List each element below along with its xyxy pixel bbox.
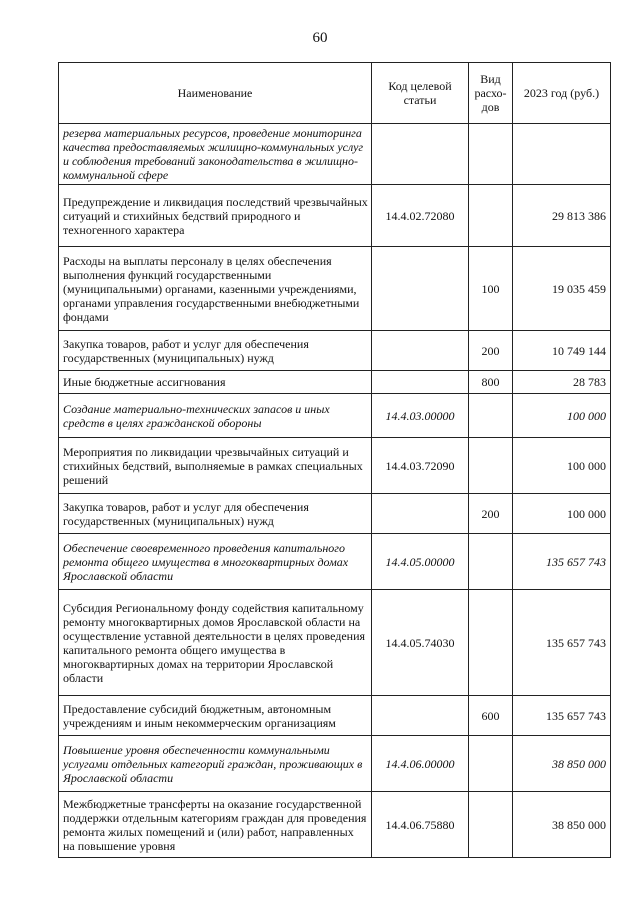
table-header-row bbox=[59, 63, 611, 124]
row-amount: 135 657 743 bbox=[513, 534, 611, 590]
row-code bbox=[372, 696, 469, 736]
row-type bbox=[469, 736, 513, 792]
row-type: 800 bbox=[469, 371, 513, 394]
row-code: 14.4.02.72080 bbox=[372, 185, 469, 247]
row-type bbox=[469, 124, 513, 185]
row-type bbox=[469, 185, 513, 247]
row-name: Мероприятия по ликвидации чрезвычайных ситуаций и стихийных бедствий, выполняемые в рамках специальных решений bbox=[59, 438, 372, 494]
table-row bbox=[59, 736, 611, 792]
row-code bbox=[372, 371, 469, 394]
row-amount: 28 783 bbox=[513, 371, 611, 394]
row-code: 14.4.05.00000 bbox=[372, 534, 469, 590]
row-type bbox=[469, 394, 513, 438]
header-year: 2023 год (руб.) bbox=[513, 63, 611, 124]
row-code: 14.4.06.00000 bbox=[372, 736, 469, 792]
table-row bbox=[59, 590, 611, 696]
row-code: 14.4.03.00000 bbox=[372, 394, 469, 438]
row-amount: 29 813 386 bbox=[513, 185, 611, 247]
row-name: Расходы на выплаты персоналу в целях обеспечения выполнения функций государственными (муниципальными) органами, казенными учреждениями, органами управления государственными внебюджетными фондами bbox=[59, 247, 372, 331]
row-name: Предупреждение и ликвидация последствий чрезвычайных ситуаций и стихийных бедствий природного и техногенного характера bbox=[59, 185, 372, 247]
budget-table bbox=[58, 62, 611, 858]
row-amount: 135 657 743 bbox=[513, 696, 611, 736]
table-row bbox=[59, 247, 611, 331]
page-number: 60 bbox=[312, 30, 328, 46]
table-row bbox=[59, 494, 611, 534]
table-row bbox=[59, 792, 611, 858]
table-row bbox=[59, 394, 611, 438]
header-type: Вид расхо-дов bbox=[469, 63, 513, 124]
row-name: Обеспечение своевременного проведения капитального ремонта общего имущества в многоквартирных домах Ярославской области bbox=[59, 534, 372, 590]
row-code: 14.4.03.72090 bbox=[372, 438, 469, 494]
row-name: Субсидия Региональному фонду содействия капитальному ремонту многоквартирных домов Ярославской области на осуществление уставной деятельности в целях проведения капитального ремонта общего имущества в многоквартирных домах на территории Ярославской области bbox=[59, 590, 372, 696]
row-code bbox=[372, 124, 469, 185]
row-name: Иные бюджетные ассигнования bbox=[59, 371, 372, 394]
row-type bbox=[469, 534, 513, 590]
table-row bbox=[59, 371, 611, 394]
table-body bbox=[59, 124, 611, 858]
row-amount: 10 749 144 bbox=[513, 331, 611, 371]
row-name: Предоставление субсидий бюджетным, автономным учреждениям и иным некоммерческим организациям bbox=[59, 696, 372, 736]
row-type: 200 bbox=[469, 494, 513, 534]
table-row bbox=[59, 185, 611, 247]
row-type bbox=[469, 438, 513, 494]
row-type: 200 bbox=[469, 331, 513, 371]
row-amount: 38 850 000 bbox=[513, 736, 611, 792]
row-name: Закупка товаров, работ и услуг для обеспечения государственных (муниципальных) нужд bbox=[59, 494, 372, 534]
row-amount: 19 035 459 bbox=[513, 247, 611, 331]
row-type: 100 bbox=[469, 247, 513, 331]
row-name: Повышение уровня обеспеченности коммунальными услугами отдельных категорий граждан, проживающих в Ярославской области bbox=[59, 736, 372, 792]
row-type: 600 bbox=[469, 696, 513, 736]
row-amount: 135 657 743 bbox=[513, 590, 611, 696]
table-row bbox=[59, 696, 611, 736]
row-code: 14.4.06.75880 bbox=[372, 792, 469, 858]
header-code: Код целевой статьи bbox=[372, 63, 469, 124]
row-type bbox=[469, 792, 513, 858]
table-row bbox=[59, 124, 611, 185]
row-code bbox=[372, 494, 469, 534]
row-amount bbox=[513, 124, 611, 185]
row-name: Закупка товаров, работ и услуг для обеспечения государственных (муниципальных) нужд bbox=[59, 331, 372, 371]
row-amount: 38 850 000 bbox=[513, 792, 611, 858]
row-amount: 100 000 bbox=[513, 494, 611, 534]
row-amount: 100 000 bbox=[513, 438, 611, 494]
table-row bbox=[59, 331, 611, 371]
header-name: Наименование bbox=[59, 63, 372, 124]
row-code bbox=[372, 247, 469, 331]
table-row bbox=[59, 438, 611, 494]
row-code: 14.4.05.74030 bbox=[372, 590, 469, 696]
table-row bbox=[59, 534, 611, 590]
row-type bbox=[469, 590, 513, 696]
row-code bbox=[372, 331, 469, 371]
row-amount: 100 000 bbox=[513, 394, 611, 438]
row-name: резерва материальных ресурсов, проведение мониторинга качества предоставляемых жилищно-коммунальных услуг и соблюдения требований законодательства в жилищно-коммунальной сфере bbox=[59, 124, 372, 185]
row-name: Создание материально-технических запасов и иных средств в целях гражданской обороны bbox=[59, 394, 372, 438]
row-name: Межбюджетные трансферты на оказание государственной поддержки отдельным категориям граждан для проведения ремонта жилых помещений и (или) работ, направленных на повышение уровня bbox=[59, 792, 372, 858]
